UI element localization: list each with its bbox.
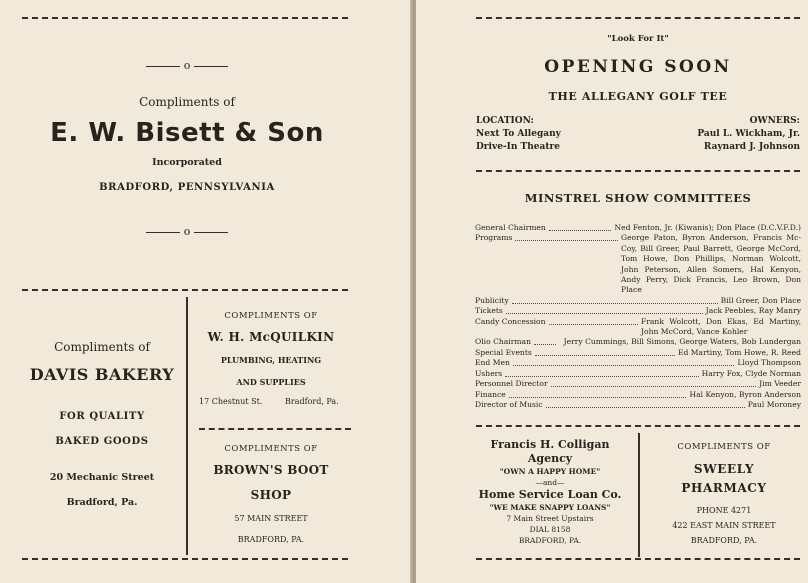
sweely-name-line2: PHARMACY — [681, 481, 767, 495]
committee-role: Special Events — [475, 347, 532, 357]
colligan-slogan-1: "OWN A HAPPY HOME" — [499, 467, 601, 476]
dot-leader — [509, 390, 687, 398]
committee-row — [475, 379, 801, 389]
browns-address: 57 MAIN STREET — [234, 514, 308, 523]
browns-name-line2: SHOP — [250, 488, 292, 502]
right-column-divider-left — [199, 428, 351, 430]
committee-names: Ed Martiny, Tom Howe, R. Reed — [677, 347, 801, 357]
bottom-divider-right — [476, 558, 800, 560]
committee-role: Ushers — [475, 368, 503, 378]
colligan-phone: DIAL 8158 — [529, 525, 571, 534]
golf-owner-2: Raynard J. Johnson — [703, 142, 800, 152]
dot-leader — [506, 306, 703, 314]
bisett-incorporated: Incorporated — [152, 157, 222, 168]
sweely-name-line1: SWEELY — [693, 462, 755, 476]
ornament-bottom: o — [146, 226, 228, 238]
dot-leader — [549, 317, 639, 325]
davis-city: Bradford, Pa. — [66, 497, 138, 508]
golf-location-line2: Drive-In Theatre — [476, 142, 560, 152]
davis-name: DAVIS BAKERY — [29, 365, 175, 384]
golf-owner-1: Paul L. Wickham, Jr. — [697, 129, 800, 139]
colligan-name-line3: Home Service Loan Co. — [478, 488, 622, 501]
committee-row — [475, 223, 801, 233]
committee-row — [475, 337, 801, 347]
browns-city: BRADFORD, PA. — [237, 535, 305, 544]
colligan-address: 7 Main Street Upstairs — [506, 514, 594, 523]
mid-divider-left — [22, 289, 348, 291]
committee-row — [475, 233, 801, 295]
sweely-address: 422 EAST MAIN STREET — [672, 521, 776, 530]
committee-row — [475, 306, 801, 316]
dot-leader — [505, 369, 698, 377]
mcquilkin-compliments: COMPLIMENTS OF — [224, 311, 318, 321]
golf-owners-label: OWNERS: — [749, 116, 800, 126]
committee-role: Personnel Director — [475, 379, 548, 389]
committee-role: Publicity — [475, 295, 509, 305]
mcquilkin-city: Bradford, Pa. — [285, 397, 339, 406]
golf-location-line1: Next To Allegany — [476, 129, 561, 139]
bottom-divider-left — [22, 558, 348, 560]
committee-row — [475, 358, 801, 368]
committees-title: MINSTREL SHOW COMMITTEES — [524, 191, 752, 205]
sweely-city: BRADFORD, PA. — [690, 536, 758, 545]
colligan-name-line2: Agency — [527, 452, 573, 465]
committee-role: Director of Music — [475, 399, 543, 409]
browns-name-line1: BROWN'S BOOT — [213, 463, 329, 477]
left-column-rule — [186, 297, 188, 555]
right-column-rule — [638, 433, 640, 557]
mcquilkin-name: W. H. McQUILKIN — [207, 330, 335, 344]
golf-name: THE ALLEGANY GOLF TEE — [548, 90, 728, 103]
committee-names: Harry Fox, Clyde Norman — [701, 368, 801, 378]
sweely-compliments: COMPLIMENTS OF — [677, 442, 771, 452]
davis-compliments: Compliments of — [54, 340, 150, 354]
mcquilkin-line2: AND SUPPLIES — [236, 377, 306, 387]
dot-leader — [515, 233, 618, 241]
mcquilkin-line1: PLUMBING, HEATING — [220, 355, 322, 365]
committee-row — [475, 348, 801, 358]
committee-names: Frank Wolcott, Don Ekas, Ed Martiny, John McCord, Vance Kohler — [641, 316, 801, 337]
colligan-name-line1: Francis H. Colligan — [490, 438, 610, 451]
committee-names: Jerry Cummings, Bill Simons, George Waters, Bob Lundergan — [563, 337, 801, 347]
committee-names: Jack Peebles, Ray Manry — [705, 306, 801, 316]
committee-names: Jim Veeder — [759, 379, 801, 389]
committee-role: Programs — [475, 233, 513, 243]
golf-headline: OPENING SOON — [544, 57, 732, 77]
colligan-city: BRADFORD, PA. — [518, 536, 582, 545]
committee-row — [475, 369, 801, 379]
committee-role: Olio Chairman — [475, 337, 531, 347]
dot-leader — [512, 296, 718, 304]
dot-leader — [513, 358, 735, 366]
committee-row — [475, 400, 801, 410]
mcquilkin-address: 17 Chestnut St. — [199, 397, 263, 406]
committee-role: Finance — [475, 389, 506, 399]
bisett-name: E. W. Bisett & Son — [50, 118, 324, 148]
committees-list — [475, 223, 801, 410]
committee-names: Ned Fenton, Jr. (Kiwanis); Don Place (D.C.V.F.D.) — [614, 223, 801, 232]
golf-tagline: "Look For It" — [607, 34, 669, 44]
golf-location-label: LOCATION: — [476, 116, 534, 126]
golf-divider — [476, 170, 800, 172]
committee-role: Tickets — [475, 306, 503, 316]
davis-address: 20 Mechanic Street — [49, 472, 155, 483]
dot-leader — [549, 223, 612, 231]
committee-row — [475, 296, 801, 306]
bisett-city: BRADFORD, PENNSYLVANIA — [99, 182, 275, 193]
dot-leader — [535, 348, 675, 356]
davis-line1: FOR QUALITY — [59, 411, 145, 422]
committee-names: George Paton, Byron Anderson, Francis Mc-Coy, Bill Greer, Paul Barrett, George McCord, Tom Howe, Don Phillips, Norman Wolcott, John Peterson, Allen Somers, Hal Kenyon, Andy Perry, Dick Francis, Leo Brown, Don Place — [621, 233, 801, 295]
committees-divider — [476, 425, 800, 427]
top-divider-right — [476, 17, 800, 19]
committee-names: Lloyd Thompson — [737, 358, 801, 368]
sweely-phone: PHONE 4271 — [696, 506, 752, 515]
browns-compliments: COMPLIMENTS OF — [224, 444, 318, 454]
committee-names: Bill Greer, Don Place — [720, 295, 801, 305]
colligan-and: —and— — [535, 478, 565, 487]
davis-line2: BAKED GOODS — [55, 436, 149, 447]
committee-role: General Chairmen — [475, 223, 546, 232]
dot-leader — [551, 379, 757, 387]
committee-row — [475, 390, 801, 400]
bisett-compliments: Compliments of — [139, 95, 235, 109]
top-divider-left — [22, 17, 348, 19]
committee-row — [475, 317, 801, 338]
dot-leader — [534, 337, 556, 345]
ornament-top: o — [146, 60, 228, 72]
colligan-slogan-2: "WE MAKE SNAPPY LOANS" — [489, 503, 611, 512]
dot-leader — [546, 400, 745, 408]
committee-role: End Men — [475, 358, 510, 368]
committee-names: Paul Moroney — [747, 399, 801, 409]
committee-names: Hal Kenyon, Byron Anderson — [689, 389, 801, 399]
committee-role: Candy Concession — [475, 316, 546, 326]
